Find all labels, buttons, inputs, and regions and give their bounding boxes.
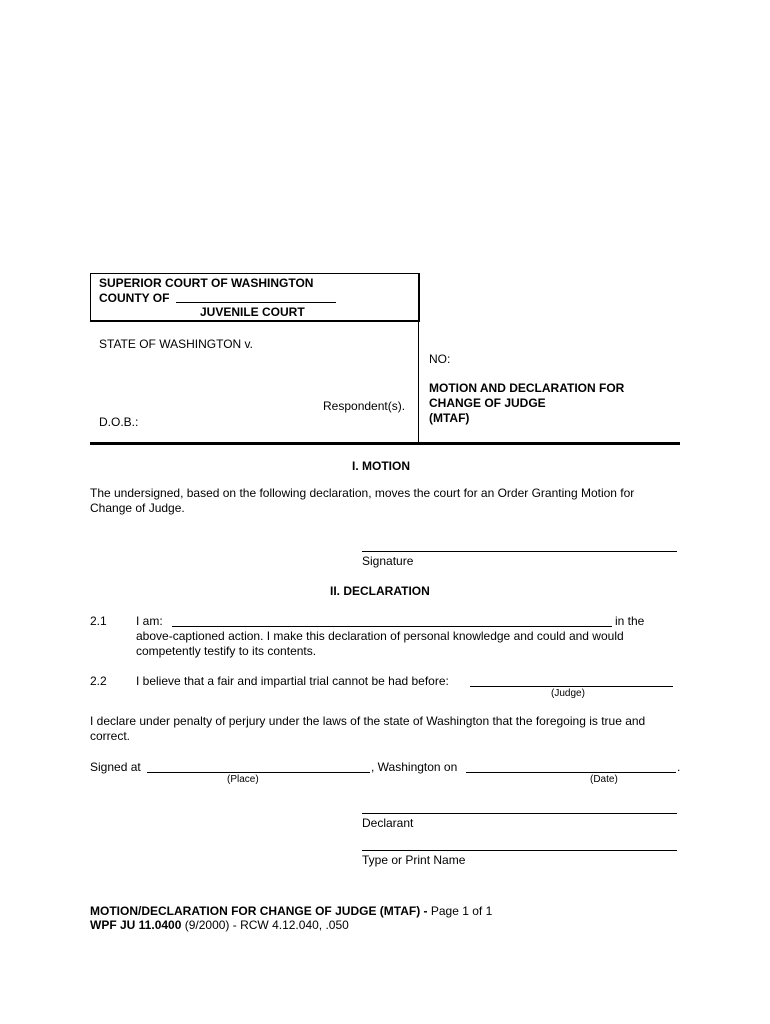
item-2-1-tail: in the bbox=[615, 614, 645, 628]
item-2-1-line3: competently testify to its contents. bbox=[136, 644, 317, 658]
footer-statute: (9/2000) - RCW 4.12.040, .050 bbox=[181, 918, 349, 932]
state-v-label: STATE OF WASHINGTON v. bbox=[99, 337, 254, 351]
motion-heading: I. MOTION bbox=[352, 459, 410, 473]
washington-on-label: , Washington on bbox=[371, 760, 458, 774]
place-field[interactable] bbox=[147, 772, 370, 773]
item-2-2-text: I believe that a fair and impartial trial cannot be had before: bbox=[136, 674, 449, 688]
document-title-line1: MOTION AND DECLARATION FOR bbox=[429, 381, 625, 395]
footer-line2 bbox=[90, 918, 349, 932]
footer-form-code: WPF JU 11.0400 bbox=[90, 918, 182, 932]
item-2-1-number: 2.1 bbox=[90, 614, 107, 628]
caption-rule bbox=[90, 442, 680, 445]
respondent-label: Respondent(s). bbox=[323, 399, 406, 413]
print-name-line[interactable] bbox=[362, 850, 677, 851]
court-name: SUPERIOR COURT OF WASHINGTON bbox=[99, 276, 314, 290]
i-am-field[interactable] bbox=[172, 626, 612, 627]
footer-page-number: Page 1 of 1 bbox=[430, 904, 493, 918]
signed-at-label: Signed at bbox=[90, 760, 141, 774]
caption-divider bbox=[418, 273, 419, 443]
date-field[interactable] bbox=[466, 772, 676, 773]
document-title-line2: CHANGE OF JUDGE bbox=[429, 396, 546, 410]
item-2-1-line2: above-captioned action. I make this declaration of personal knowledge and could and would bbox=[136, 629, 624, 643]
case-number-label: NO: bbox=[429, 352, 451, 366]
motion-text-line2: Change of Judge. bbox=[90, 501, 185, 515]
sentence-period: . bbox=[677, 760, 681, 774]
county-field[interactable] bbox=[176, 302, 336, 303]
dob-label: D.O.B.: bbox=[99, 415, 139, 429]
judge-sub-label: (Judge) bbox=[551, 688, 585, 699]
declarant-signature-line[interactable] bbox=[362, 813, 677, 814]
county-label: COUNTY OF bbox=[99, 291, 170, 305]
signature-line[interactable] bbox=[362, 551, 677, 552]
document-title-line3: (MTAF) bbox=[429, 411, 470, 425]
footer-line1 bbox=[90, 904, 492, 918]
perjury-line2: correct. bbox=[90, 729, 131, 743]
print-name-label: Type or Print Name bbox=[362, 853, 466, 867]
declaration-heading: II. DECLARATION bbox=[330, 584, 430, 598]
item-2-1-lead: I am: bbox=[136, 614, 163, 628]
place-sub-label: (Place) bbox=[227, 774, 259, 785]
date-sub-label: (Date) bbox=[590, 774, 618, 785]
motion-text-line1: The undersigned, based on the following declaration, moves the court for an Order Granting Motion for bbox=[90, 486, 635, 500]
perjury-line1: I declare under penalty of perjury under the laws of the state of Washington that the foregoing is true and bbox=[90, 714, 646, 728]
judge-field[interactable] bbox=[470, 686, 673, 687]
juvenile-court-label: JUVENILE COURT bbox=[200, 305, 305, 319]
declarant-label: Declarant bbox=[362, 816, 414, 830]
footer-form-title: MOTION/DECLARATION FOR CHANGE OF JUDGE (MTAF) - bbox=[90, 904, 431, 918]
item-2-2-number: 2.2 bbox=[90, 674, 107, 688]
signature-label: Signature bbox=[362, 554, 414, 568]
